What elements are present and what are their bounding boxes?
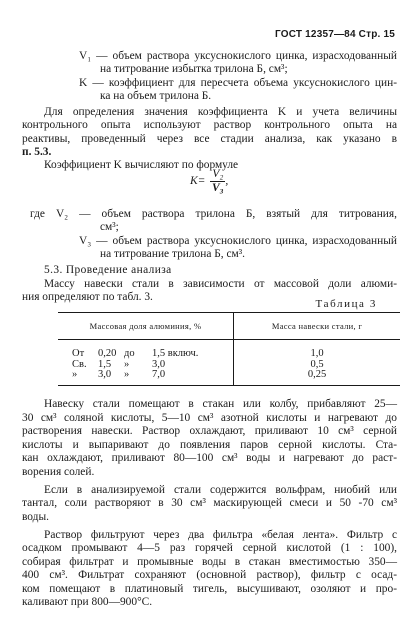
text-line: Раствор фильтруют через два фильтра «белая лента». Фильтр с: [44, 529, 397, 541]
text-line: каливают при 800—900°С.: [22, 596, 153, 608]
text-line: растворения навески. Раствор охлаждают, приливают 10 см³ серной: [22, 425, 397, 437]
formula-lhs: K: [190, 175, 198, 188]
text-line: ворения солей.: [22, 466, 95, 478]
table-row: [58, 340, 400, 360]
formula-eq: =: [197, 175, 206, 188]
text-line: где V₂ — объем раствора трилона Б, взятый для титрования,: [30, 208, 397, 220]
formula-numerator: V₂: [212, 168, 224, 180]
range-to: 1,5 включ.: [152, 348, 199, 359]
text-line: 400 см³. Фильтрат сохраняют (основной раствор), фильтр с осад-: [22, 569, 397, 581]
text-line: осадком промывают 4—5 раз горячей серной кислотой (1 : 100),: [22, 542, 397, 554]
formula-fraction: [210, 168, 225, 195]
formula-denominator: V₃: [211, 182, 224, 194]
table-3: [58, 312, 400, 386]
text-line: Массу навески стали в зависимости от массовой доли алюми-: [44, 278, 397, 290]
formula: [190, 168, 228, 195]
table-row: [58, 370, 400, 385]
table-cell-mass: 0,5: [310, 358, 324, 370]
section-heading: 5.3. Проведение анализа: [44, 264, 172, 276]
formula-tail: ,: [225, 175, 229, 188]
table-cell-aluminium: [58, 370, 234, 385]
text-line: Для определения значения коэффициента K и учета величины: [44, 106, 397, 118]
text-line: на титрование трилона Б, см³.: [100, 248, 246, 260]
text-line: тантал, соли растворяют в 30 см³ маскирующей смеси и 50 -70 см³: [22, 497, 397, 509]
text-line: кан охлаждают, приливают 80—100 см³ воды и нагревают до раст-: [22, 452, 397, 464]
range-from: 0,20: [98, 348, 117, 359]
text-line: Навеску стали помещают в стакан или колбу, прибавляют 25—: [44, 398, 397, 410]
table-label: Таблица 3: [315, 298, 377, 310]
text-line: реактивы, проведенный через все стадии анализа, как указано в: [22, 133, 397, 145]
text-line: п. 5.3.: [22, 146, 52, 158]
text-line: см³;: [100, 221, 119, 233]
text-line: K — коэффициент для пересчета объема уксуснокислого цин-: [79, 77, 397, 89]
range-to-word: до: [124, 348, 135, 359]
range-to: 3,0: [152, 358, 166, 370]
range-to-word: »: [124, 369, 130, 380]
table-cell-aluminium: [58, 340, 234, 360]
range-to: 7,0: [152, 369, 166, 380]
range-from: 1,5: [98, 358, 112, 370]
table-column-header: Массовая доля алюминия, %: [58, 313, 234, 340]
table-header-row: [58, 313, 400, 340]
text-line: на титрование избытка трилона Б, см³;: [100, 63, 288, 75]
text-line: V₃ — объем раствора уксуснокислого цинка, израсходованный: [79, 235, 397, 247]
text-line: Если в анализируемой стали содержится вольфрам, ниобий или: [44, 484, 397, 496]
range-prefix: От: [72, 348, 85, 359]
text-line: воды.: [22, 511, 49, 523]
text-line: ка на объем трилона Б.: [100, 90, 212, 102]
range-to-word: »: [124, 358, 130, 370]
text-line: ния определяют по табл. 3.: [22, 291, 153, 303]
table-cell-aluminium: [58, 360, 234, 371]
text-line: Коэффициент K вычисляют по формуле: [44, 159, 239, 171]
text-line: собирая фильтрат и промывные воды в стакан вместимостью 350—: [22, 556, 397, 568]
table-column-header: Масса навески стали, г: [234, 313, 401, 340]
text-line: V₁ — объем раствора уксуснокислого цинка, израсходованный: [79, 50, 397, 62]
page-header: ГОСТ 12357—84 Стр. 15: [275, 29, 395, 40]
text-line: 30 см³ соляной кислоты, 5—10 см³ азотной кислоты и нагревают до: [22, 412, 397, 424]
table-cell-mass: 0,25: [234, 370, 401, 385]
range-from: 3,0: [98, 369, 112, 380]
text-line: контрольного опыта используют раствор контрольного опыта на: [22, 119, 397, 131]
table-cell-mass: 1,0: [310, 348, 324, 359]
text-line: ком помещают в платиновый тигель, высушивают, озоляют и про-: [22, 583, 397, 595]
range-prefix: »: [72, 369, 78, 380]
text-line: кислоты и выпаривают до появления паров серной кислоты. Ста-: [22, 439, 397, 451]
range-prefix: Св.: [72, 358, 87, 370]
